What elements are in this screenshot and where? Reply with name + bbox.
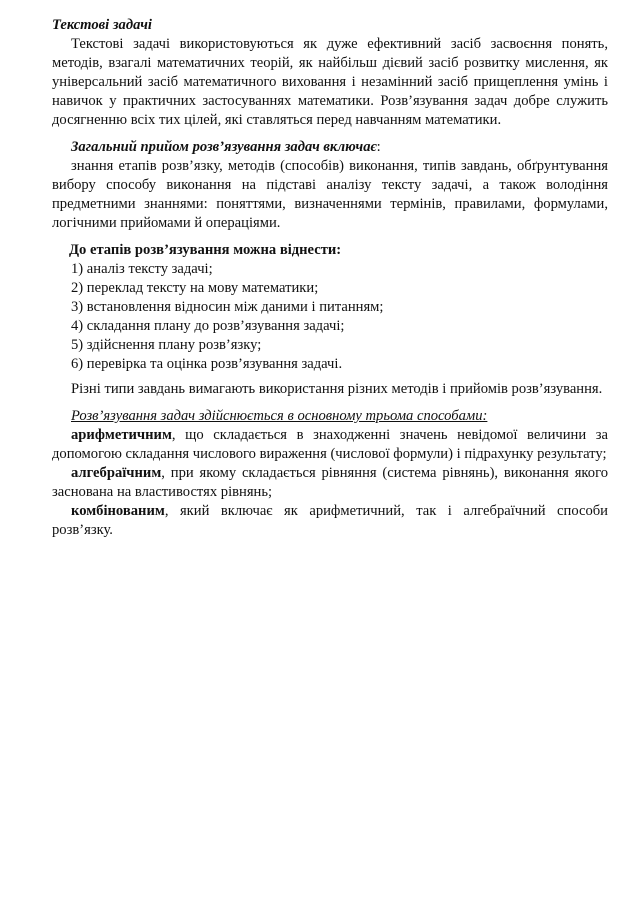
general-technique-text: знання етапів розв’язку, методів (способів) виконання, типів завдань, обґрунтування вибору способу виконання на підставі аналізу тексту задачі, а також володіння предметними знаннями: поняттями, визначеннями термінів, правилами, формулами, логічними прийомами й операціями. xyxy=(52,158,608,231)
list-item: 2) переклад тексту на мову математики; xyxy=(71,280,319,296)
list-item: 6) перевірка та оцінка розв’язування задачі. xyxy=(71,356,343,372)
document-page xyxy=(52,16,608,540)
way-combined-term: комбінованим xyxy=(71,503,165,519)
general-technique-paragraph xyxy=(52,138,608,157)
way-arithmetic-text: , що складається в знаходженні значень невідомої величини за допомогою складання числового вираження (числової формули) і підрахунку результату; xyxy=(52,427,608,462)
ways-heading-paragraph xyxy=(52,407,608,426)
way-algebraic-paragraph xyxy=(52,464,608,502)
list-item: 3) встановлення відносин між даними і питанням; xyxy=(71,299,384,315)
list-item: 1) аналіз тексту задачі; xyxy=(71,261,213,277)
stages-list xyxy=(52,260,608,374)
way-combined-paragraph xyxy=(52,502,608,540)
list-item: 5) здійснення плану розв’язку; xyxy=(71,337,262,353)
way-algebraic-term: алгебраїчним xyxy=(71,465,162,481)
stages-heading: До етапів розв’язування можна віднести: xyxy=(69,242,342,258)
document-title: Текстові задачі xyxy=(52,17,152,33)
way-algebraic-text: , при якому складається рівняння (система рівнянь), виконання якого заснована на властивостях рівнянь; xyxy=(52,465,608,500)
general-technique-colon: : xyxy=(376,139,381,155)
way-combined-text: , який включає як арифметичний, так і алгебраїчний способи розв’язку. xyxy=(52,503,608,538)
way-arithmetic-term: арифметичним xyxy=(71,427,172,443)
list-item: 4) складання плану до розв’язування задачі; xyxy=(71,318,345,334)
way-arithmetic-paragraph xyxy=(52,426,608,464)
general-technique-heading: Загальний прийом розв’язування задач включає xyxy=(71,139,377,155)
ways-heading: Розв’язування задач здійснюється в основному трьома способами: xyxy=(71,408,488,424)
methods-note-paragraph: Різні типи завдань вимагають використання різних методів і прийомів розв’язування. xyxy=(71,381,603,397)
intro-paragraph: Текстові задачі використовуються як дуже ефективний засіб засвоєння понять, методів, взагалі математичних теорій, як найбільш дієвий засіб розвитку мислення, як універсальний засіб математичного виховання і незамінний засіб прищеплення умінь і навичок у практичних застосуваннях математики. Розв’язування задач добре служить досягненню всіх тих цілей, які ставляться перед навчанням математики. xyxy=(52,36,608,128)
